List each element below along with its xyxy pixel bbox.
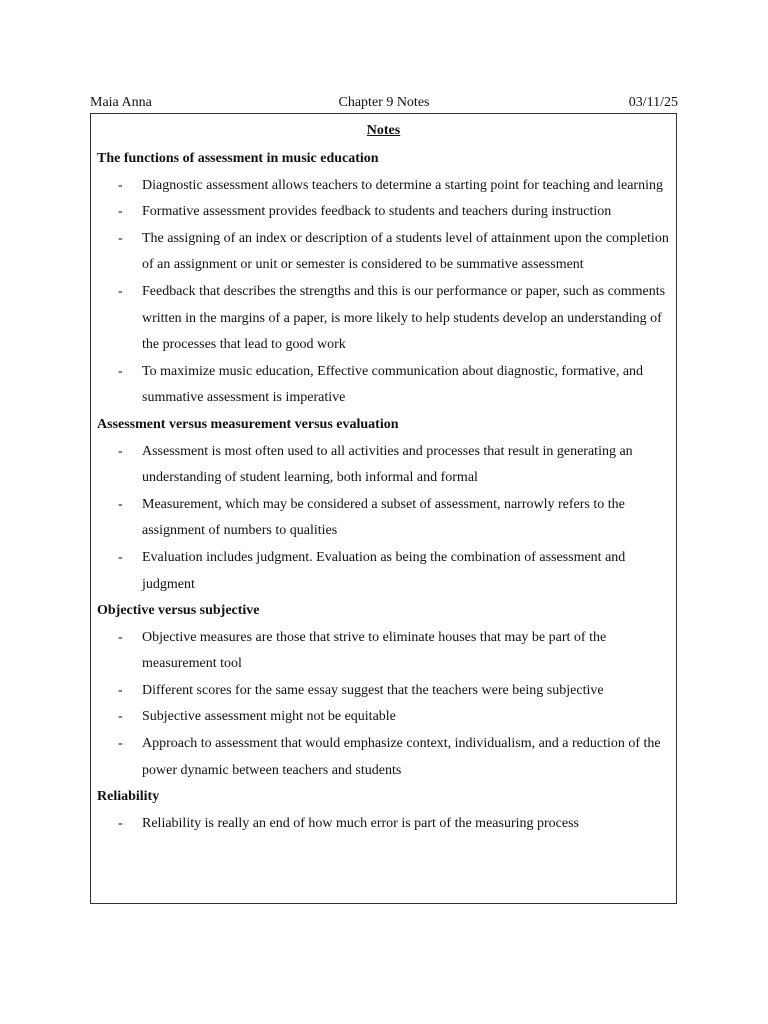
notes-title: Notes: [366, 123, 401, 138]
document-date: 03/11/25: [628, 95, 678, 110]
bullet-item: - Measurement, which may be considered a subset of assessment, narrowly refers to the assignment of numbers to qualities: [118, 496, 625, 539]
notes-content: [97, 146, 670, 837]
bullet-list: [97, 811, 670, 838]
page-header: [90, 93, 678, 113]
bullet-item: - Different scores for the same essay suggest that the teachers were being subjective: [118, 682, 604, 698]
bullet-list: [97, 439, 670, 599]
bullet-item: - Formative assessment provides feedback to students and teachers during instruction: [118, 204, 612, 220]
bullet-item: - Subjective assessment might not be equitable: [118, 709, 396, 725]
bullet-item: - Evaluation includes judgment. Evaluation as being the combination of assessment and judgment: [118, 549, 626, 592]
bullet-item: - Approach to assessment that would emphasize context, individualism, and a reduction of the power dynamic between teachers and students: [118, 736, 661, 778]
section-heading: Assessment versus measurement versus evaluation: [97, 416, 399, 432]
bullet-item: - The assigning of an index or description of a students level of attainment upon the completion of an assignment or unit or semester is considered to be summative assessment: [118, 230, 669, 273]
bullet-list: [97, 173, 670, 412]
notes-box: [90, 113, 677, 904]
bullet-list: [97, 625, 670, 785]
section-heading: Reliability: [97, 789, 160, 805]
document-title: Chapter 9 Notes: [338, 95, 430, 110]
section-heading: Objective versus subjective: [97, 603, 260, 619]
bullet-item: - Assessment is most often used to all activities and processes that result in generating an understanding of student learning, both informal and formal: [118, 443, 633, 486]
bullet-item: - Objective measures are those that strive to eliminate houses that may be part of the measurement tool: [118, 629, 607, 672]
bullet-item: - Diagnostic assessment allows teachers to determine a starting point for teaching and learning: [118, 177, 663, 193]
section-heading: The functions of assessment in music education: [97, 151, 379, 166]
bullet-item: - Feedback that describes the strengths and this is our performance or paper, such as comments written in the margins of a paper, is more likely to help students develop an understanding of the processes that lead to good work: [118, 283, 666, 353]
author-name: Maia Anna: [90, 95, 152, 110]
bullet-item: - To maximize music education, Effective communication about diagnostic, formative, and summative assessment is imperative: [118, 363, 644, 406]
bullet-item: - Reliability is really an end of how much error is part of the measuring process: [118, 815, 579, 831]
